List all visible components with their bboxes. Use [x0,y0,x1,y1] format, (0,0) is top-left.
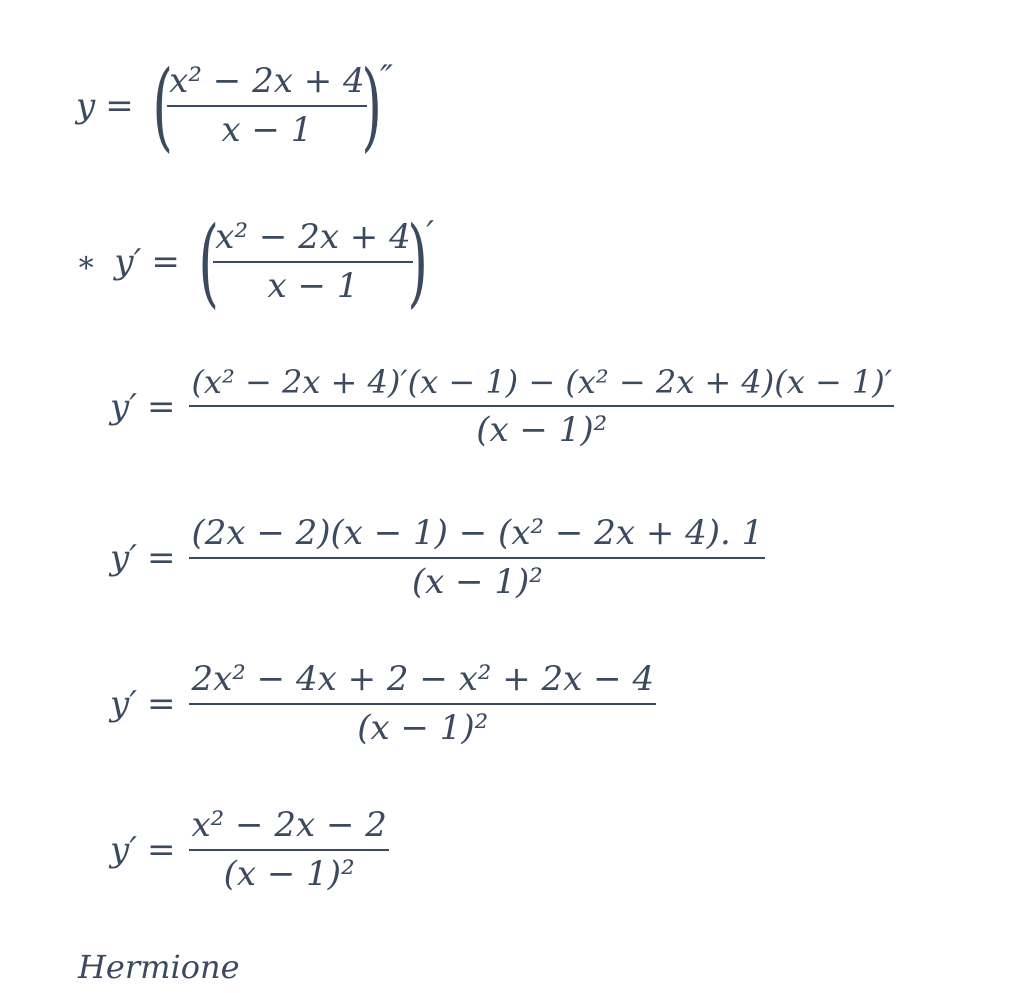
equation-4 [110,514,769,602]
numerator: x² − 2x + 4 [169,60,365,101]
equals-sign: = [146,386,176,427]
denominator: (x − 1)² [357,708,489,749]
fraction-bar [189,405,894,407]
equation-6 [110,806,393,894]
lhs: y′ [110,684,137,725]
denominator: x − 1 [221,110,313,150]
fraction [189,514,765,602]
numerator: 2x² − 4x + 2 − x² + 2x − 4 [191,659,655,699]
equation-1 [76,50,393,162]
lhs: y′ [110,538,137,579]
fraction [213,218,412,306]
fraction-bar [189,703,656,705]
fraction [189,806,388,894]
lhs: y′ [114,242,142,282]
numerator: x² − 2x + 4 [215,216,411,257]
fraction-bar [167,105,366,107]
lhs: y′ [110,830,137,871]
fraction [167,62,366,150]
equation-5 [110,660,660,748]
open-paren: ( [198,206,219,318]
denominator: (x − 1)² [411,562,543,603]
denominator: x − 1 [267,266,359,306]
lhs: y′ [110,386,137,427]
fraction-bar [213,261,412,263]
numerator: (2x − 2)(x − 1) − (x² − 2x + 4). 1 [191,513,764,553]
close-paren: ) [407,206,428,318]
open-paren: ( [152,50,173,162]
fraction [189,660,656,748]
equals-sign: = [146,538,176,579]
denominator: (x − 1)² [223,854,355,895]
equals-sign: = [151,242,180,282]
denominator: (x − 1)² [476,409,608,450]
equals-sign: = [146,684,176,725]
equals-sign: = [146,830,176,871]
equals-sign: = [105,86,134,126]
fraction [189,364,894,450]
numerator: x² − 2x − 2 [191,805,387,845]
prime: ′ [426,214,434,254]
close-paren: ) [361,50,382,162]
numerator: (x² − 2x + 4)′(x − 1) − (x² − 2x + 4)(x − 1)′ [191,363,893,401]
fraction-bar [189,557,765,559]
equation-2 [76,206,434,318]
equation-3 [110,364,898,450]
signature: Hermione [78,948,240,986]
fraction-bar [189,849,388,851]
asterisk: ∗ [76,244,97,280]
lhs: y [76,86,96,126]
double-prime: ″ [380,58,393,98]
